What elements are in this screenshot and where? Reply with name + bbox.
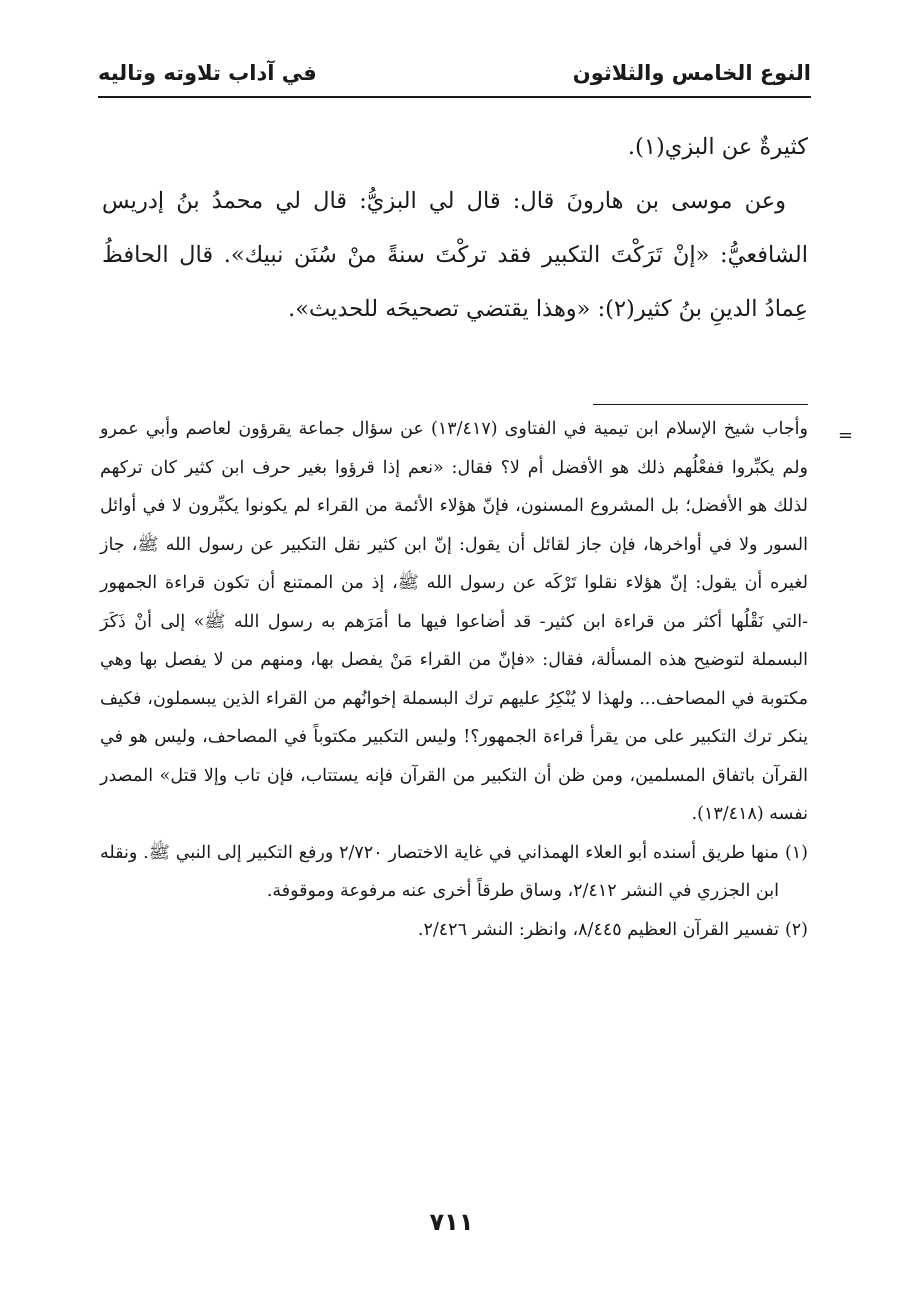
running-header — [98, 52, 811, 94]
footnote-1 — [100, 834, 808, 911]
footnote-number: (١) — [784, 842, 808, 863]
main-text — [102, 120, 808, 336]
footnote-continuation: وأجاب شيخ الإسلام ابن تيمية في الفتاوى (١٣/٤١٧) عن سؤال جماعة يقرؤون لعاصم وأبي عمرو ولم يكبِّروا ففعْلُهم ذلك هو الأفضل أم لا؟ فقال: «نعم إذا قرؤوا بغير حرف ابن كثير كان تركهم لذلك هو الأفضل؛ بل المشروع المسنون، فإنّ هؤلاء الأئمة من القراء لم يكونوا يكبِّرون لا في أوائل السور ولا في أواخرها، فإن جاز لقائل أن يقول: إنّ ابن كثير نقل التكبير عن رسول الله ﷺ، جاز لغيره أن يقول: إنّ هؤلاء نقلوا تَرْكَه عن رسول الله ﷺ، إذ من الممتنع أن تكون قراءة الجمهور -التي نَقْلُها أكثر من قراءة ابن كثير- قد أضاعوا فيها ما أمَرَهم به رسول الله ﷺ» إلى أنْ ذَكَرَ البسملة لتوضيح هذه المسألة، فقال: «فإنّ من القراء مَنْ يفصل بها، ومنهم من لا يفصل بها وهي مكتوبة في المصاحف... ولهذا لا يُنْكِرُ عليهم ترك البسملة إخوانُهم من القراء الذين يبسملون، فكيف ينكر ترك التكبير على من يقرأ قراءة الجمهور؟! وليس التكبير مكتوباً في المصاحف، وليس هو في القرآن باتفاق المسلمين، ومن ظن أن التكبير من القرآن فإنه يستتاب، فإن تاب وإلا قتل» المصدر نفسه (١٣/٤١٨). — [100, 419, 809, 824]
main-paragraph: كثيرةٌ عن البزي(١). — [627, 134, 808, 160]
chapter-title: النوع الخامس والثلاثون — [572, 61, 811, 85]
main-paragraph: وعن موسى بن هارونَ قال: قال لي البزيُّ: قال لي محمدُ بنُ إدريس الشافعيُّ: «إنْ تَرَكْتَ التكبير فقد تركْتَ سنةً منْ سُنَن نبيك». قال الحافظُ عِمادُ الدينِ بنُ كثير(٢): «وهذا يقتضي تصحيحَه للحديث». — [102, 188, 808, 322]
footnote-text: تفسير القرآن العظيم ٨/٤٤٥، وانظر: النشر ٢/٤٢٦. — [417, 919, 779, 940]
footnote-number: (٢) — [784, 919, 808, 940]
footnote-text: منها طريق أسنده أبو العلاء الهمذاني في غاية الاختصار ٢/٧٢٠ ورفع التكبير إلى النبي ﷺ. ونقله ابن الجزري في النشر ٢/٤١٢، وساق طرقاً أخرى عنه مرفوعة وموقوفة. — [100, 842, 779, 901]
section-title: في آداب تلاوته وتاليه — [98, 61, 317, 85]
footnote-continuation-mark: = — [837, 425, 853, 446]
page-number: ٧١١ — [429, 1208, 474, 1236]
header-rule — [98, 96, 811, 98]
footnotes — [100, 410, 808, 949]
footnote-divider — [593, 404, 808, 405]
footnote-2 — [100, 911, 808, 950]
